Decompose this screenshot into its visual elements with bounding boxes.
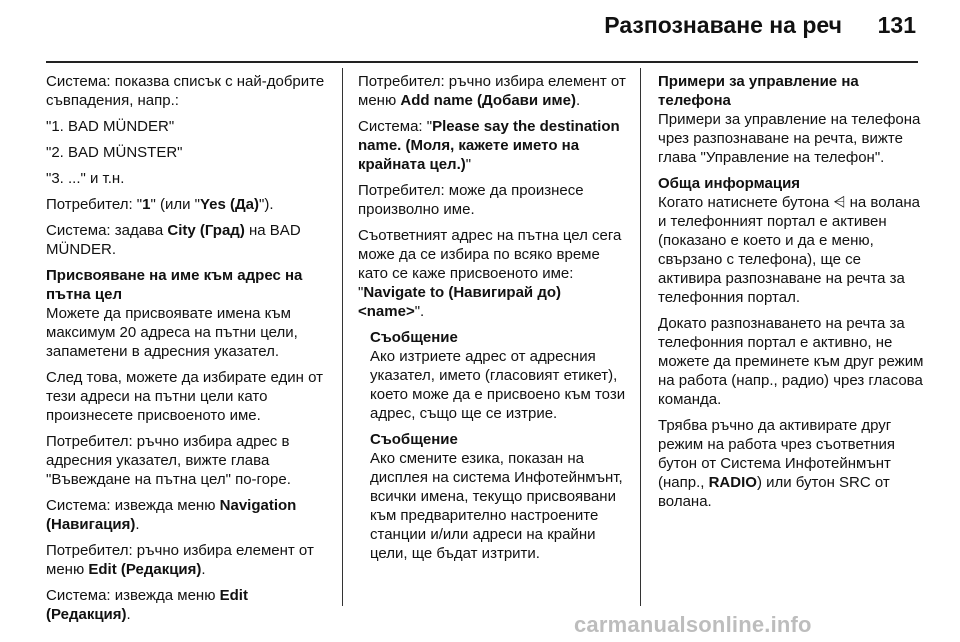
column-divider — [342, 68, 343, 606]
paragraph: Потребител: "1" (или "Yes (Да)"). — [46, 196, 274, 213]
paragraph: Можете да присвоявате имена към максимум 20 адреса на пътни цели, запаметени в адресния указател. — [46, 305, 298, 360]
page-header — [0, 0, 960, 58]
paragraph: Система: "Please say the destination name. (Моля, кажете името на крайната цел.)" — [358, 118, 620, 173]
paragraph: След това, можете да избирате един от тези адреси на пътни цели като произнесете присвоеното име. — [46, 369, 323, 424]
paragraph: Примери за управление на телефона чрез разпознаване на речта, вижте глава "Управление на телефон". — [658, 111, 921, 166]
note-text: Ако смените езика, показан на дисплея на система Инфотейнмънт, всички имена, текущо присвоявани към предварително настроените станции и/или адреси на крайни цели, ще бъдат изтрити. — [370, 450, 623, 562]
paragraph: Потребител: ръчно избира елемент от меню Edit (Редакция). — [46, 542, 314, 578]
column-left — [46, 72, 328, 631]
watermark: carmanualsonline.info — [574, 612, 812, 637]
voice-button-icon: ⩤ — [833, 194, 846, 211]
paragraph: Потребител: ръчно избира адрес в адресния указател, вижте глава "Въвеждане на пътна цел" по-горе. — [46, 433, 291, 488]
paragraph: Докато разпознаването на речта за телефонния портал е активно, не можете да преминете към друг режим на работа (напр., радио) чрез гласова команда. — [658, 315, 924, 408]
paragraph: Съответният адрес на пътна цел сега може да се избира по всяко време като се каже присвоеното име: "Navigate to (Навигирай до) <name>". — [358, 227, 622, 320]
page-number: 131 — [877, 12, 916, 38]
paragraph: Потребител: може да произнесе произволно име. — [358, 182, 584, 218]
note-title: Съобщение — [370, 431, 458, 448]
header-rule — [46, 61, 918, 63]
paragraph: Потребител: ръчно избира елемент от меню Add name (Добави име). — [358, 73, 626, 109]
section-heading: Присвояване на име към адрес на пътна цел — [46, 267, 303, 303]
paragraph: Система: задава City (Град) на BAD MÜNDER. — [46, 222, 301, 258]
page-title: Разпознаване на реч — [604, 12, 842, 38]
note-block — [370, 328, 630, 563]
paragraph: "1. BAD MÜNDER" — [46, 118, 175, 135]
paragraph: Система: извежда меню Navigation (Навигация). — [46, 497, 297, 533]
section-heading: Обща информация — [658, 175, 801, 192]
note-title: Съобщение — [370, 329, 458, 346]
column-divider — [640, 68, 641, 606]
paragraph: "3. ..." и т.н. — [46, 170, 125, 187]
paragraph: Когато натиснете бутона ⩤ на волана и телефонният портал е активен (показано е което и да е меню, свързано с телефона), ще се активира разпознаване на речта за телефонния портал. — [658, 194, 920, 306]
paragraph: Трябва ръчно да активирате друг режим на работа чрез съответния бутон от Система Инфотейнмънт (напр., RADIO) или бутон SRC от волана. — [658, 417, 895, 510]
paragraph: Система: показва списък с най-добрите съвпадения, напр.: — [46, 73, 325, 109]
column-right — [658, 72, 928, 518]
section-heading: Примери за управление на телефона — [658, 73, 859, 109]
column-middle — [358, 72, 630, 570]
paragraph: "2. BAD MÜNSTER" — [46, 144, 183, 161]
paragraph: Система: извежда меню Edit (Редакция). — [46, 587, 248, 623]
note-text: Ако изтриете адрес от адресния указател, името (гласовият етикет), което може да е присвоено към този адрес, също ще се изтрие. — [370, 348, 626, 422]
